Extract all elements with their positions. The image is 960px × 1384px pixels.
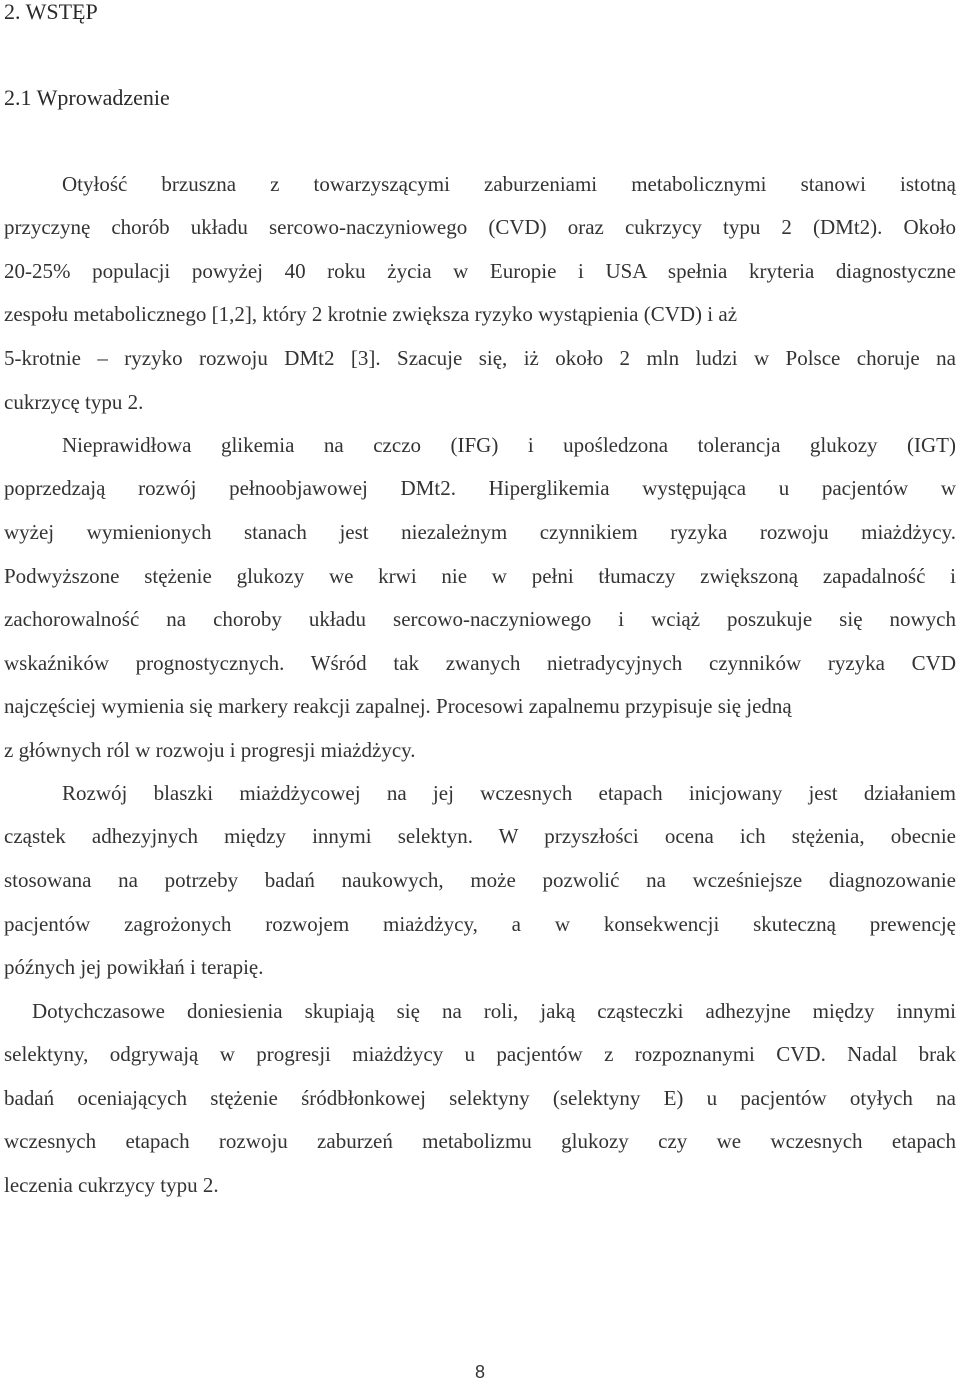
paragraph-line: Dotychczasowe doniesienia skupiają się na roli, jaką cząsteczki adhezyjne między innymi xyxy=(32,999,956,1023)
paragraph-line: Rozwój blaszki miażdżycowej na jej wczesnych etapach inicjowany jest działaniem xyxy=(62,781,956,805)
paragraph-line: późnych jej powikłań i terapię. xyxy=(4,955,264,979)
paragraph-line: poprzedzają rozwój pełnoobjawowej DMt2. Hiperglikemia występująca u pacjentów w xyxy=(4,476,956,500)
paragraph-line: stosowana na potrzeby badań naukowych, może pozwolić na wcześniejsze diagnozowanie xyxy=(4,868,956,892)
page-number: 8 xyxy=(474,1362,485,1382)
paragraph-line: cząstek adhezyjnych między innymi selektyn. W przyszłości ocena ich stężenia, obecnie xyxy=(4,824,956,848)
paragraph-line: 5-krotnie – ryzyko rozwoju DMt2 [3]. Szacuje się, iż około 2 mln ludzi w Polsce choruje na xyxy=(4,346,956,370)
paragraph-line: przyczynę chorób układu sercowo-naczyniowego (CVD) oraz cukrzycy typu 2 (DMt2). Około xyxy=(4,215,956,239)
paragraph-line: najczęściej wymienia się markery reakcji zapalnej. Procesowi zapalnemu przypisuje się jedną xyxy=(4,694,792,718)
paragraph-line: leczenia cukrzycy typu 2. xyxy=(4,1173,219,1197)
paragraph-line: Otyłość brzuszna z towarzyszącymi zaburzeniami metabolicznymi stanowi istotną xyxy=(62,172,956,196)
paragraph-line: zespołu metabolicznego [1,2], który 2 krotnie zwiększa ryzyko wystąpienia (CVD) i aż xyxy=(4,302,738,326)
paragraph-line: wyżej wymienionych stanach jest niezależnym czynnikiem ryzyka rozwoju miażdżycy. xyxy=(4,520,956,544)
paragraph-line: z głównych ról w rozwoju i progresji miażdżycy. xyxy=(4,738,416,762)
paragraph-line: cukrzycę typu 2. xyxy=(4,390,144,414)
paragraph-line: pacjentów zagrożonych rozwojem miażdżycy, a w konsekwencji skuteczną prewencję xyxy=(4,912,956,936)
paragraph-line: badań oceniających stężenie śródbłonkowej selektyny (selektyny E) u pacjentów otyłych na xyxy=(4,1086,956,1110)
paragraph-line: wskaźników prognostycznych. Wśród tak zwanych nietradycyjnych czynników ryzyka CVD xyxy=(4,651,956,675)
paragraph-line: zachorowalność na choroby układu sercowo-naczyniowego i wciąż poszukuje się nowych xyxy=(4,607,956,631)
paragraph-line: 20-25% populacji powyżej 40 roku życia w Europie i USA spełnia kryteria diagnostyczne xyxy=(4,259,956,283)
chapter-heading: 2. WSTĘP xyxy=(4,0,98,24)
paragraph-line: Podwyższone stężenie glukozy we krwi nie w pełni tłumaczy zwiększoną zapadalność i xyxy=(4,564,956,588)
paragraph-line: selektyny, odgrywają w progresji miażdżycy u pacjentów z rozpoznanymi CVD. Nadal brak xyxy=(4,1042,956,1066)
paragraph-line: wczesnych etapach rozwoju zaburzeń metabolizmu glukozy czy we wczesnych etapach xyxy=(4,1129,956,1153)
paragraph-line: Nieprawidłowa glikemia na czczo (IFG) i upośledzona tolerancja glukozy (IGT) xyxy=(62,433,956,457)
section-heading: 2.1 Wprowadzenie xyxy=(4,85,170,110)
